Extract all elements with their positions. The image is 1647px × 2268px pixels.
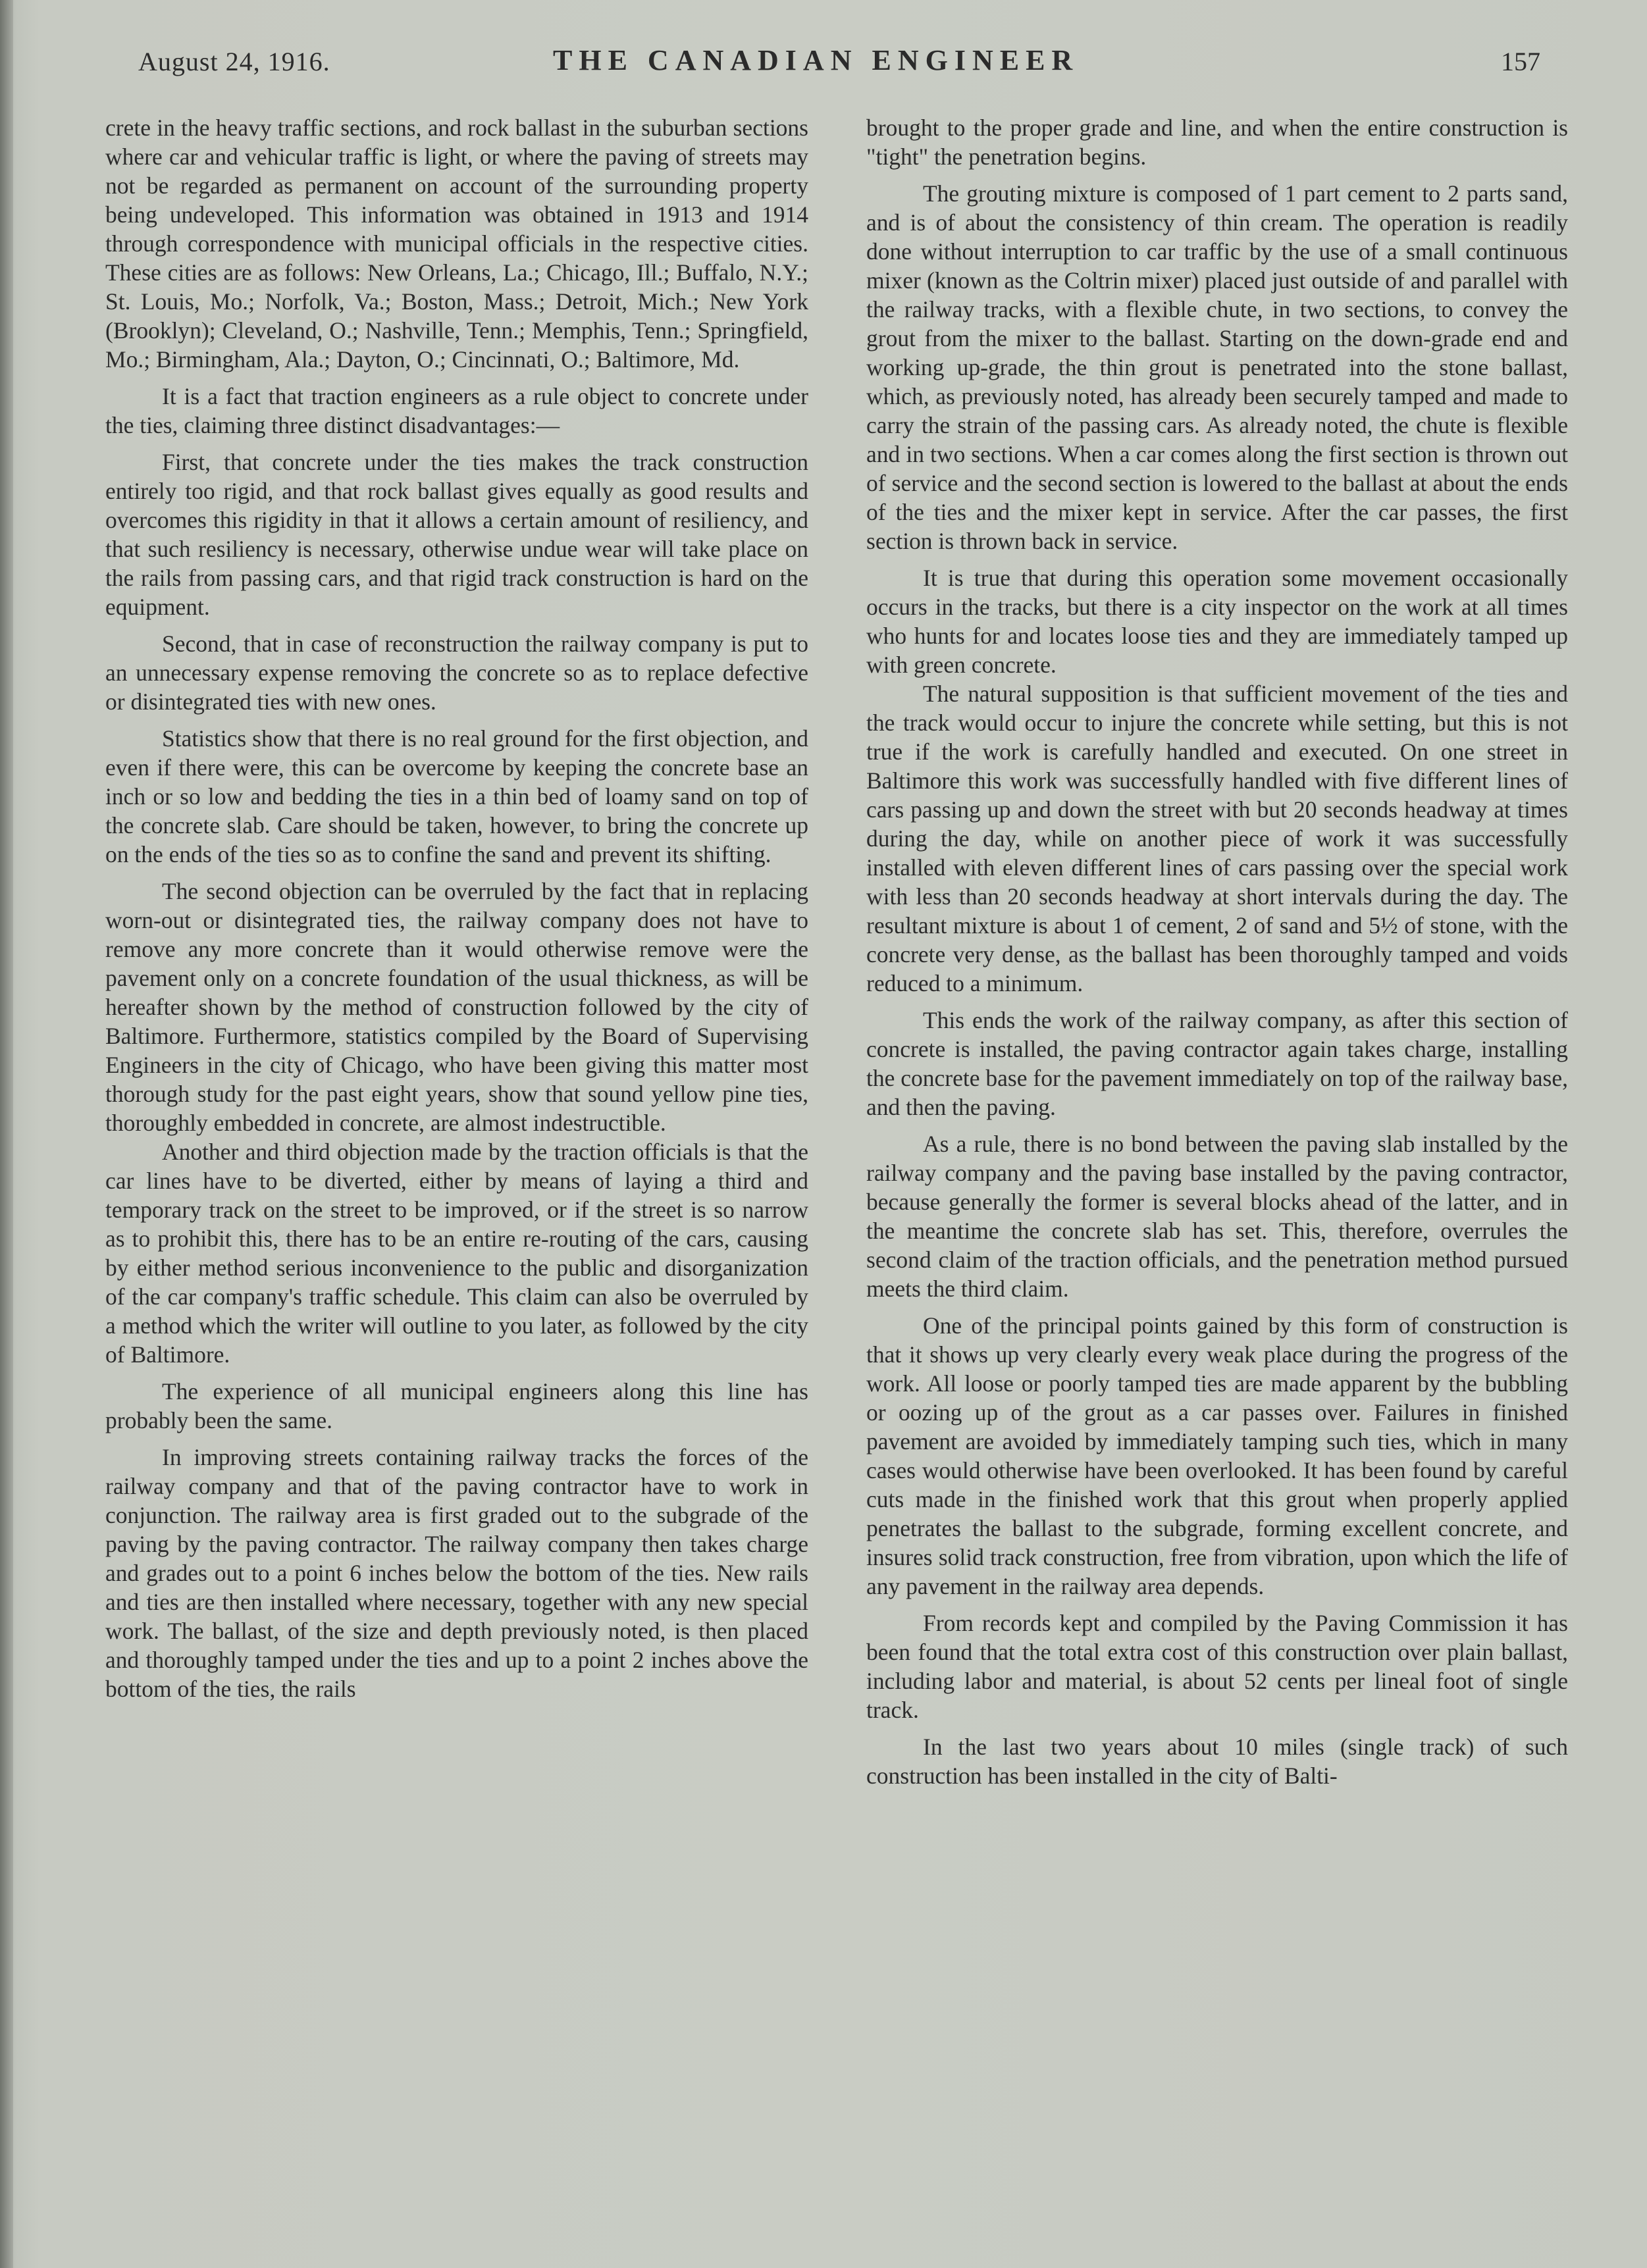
paragraph: crete in the heavy traffic sections, and rock ballast in the suburban sections where car and vehicular traffic is light, or where the paving of streets may not be regarded as permanent on account of the surrounding property being undeveloped. This information was obtained in 1913 and 1914 through correspondence with municipal officials in the respective cities. These cities are as follows: New Orleans, La.; Chicago, Ill.; Buffalo, N.Y.; St. Louis, Mo.; Norfolk, Va.; Boston, Mass.; Detroit, Mich.; New York (Brooklyn); Cleveland, O.; Nashville, Tenn.; Memphis, Tenn.; Springfield, Mo.; Birmingham, Ala.; Dayton, O.; Cincinnati, O.; Baltimore, Md. <box>105 115 808 373</box>
paragraph: The natural supposition is that sufficient movement of the ties and the track would occur to injure the concrete while setting, but this is not true if the work is carefully handled and executed. On one street in Baltimore this work was successfully handled with five different lines of cars passing up and down the street with but 20 seconds headway at times during the day, while on another piece of work it was successfully installed with eleven different lines of cars passing over the special work with less than 20 seconds headway at short intervals during the day. The resultant mixture is about 1 of cement, 2 of sand and 5½ of stone, with the concrete very dense, as the ballast has been thoroughly tamped and voids reduced to a minimum. <box>866 681 1568 996</box>
journal-title: THE CANADIAN ENGINEER <box>553 44 1080 76</box>
paragraph: It is true that during this operation some movement occasionally occurs in the tracks, but there is a city inspector on the work at all times who hunts for and locates loose ties and they are immediately tamped up with green concrete. <box>866 565 1568 678</box>
paragraph: One of the principal points gained by this form of construction is that it shows up very clearly every weak place during the progress of the work. All loose or poorly tamped ties are made apparent by the bubbling or oozing up of the grout as a car passes over. Failures in finished pavement are avoided by immediately tamping such ties, which in many cases would otherwise have been overlooked. It has been found by careful cuts made in the finished work that this grout when properly applied penetrates the ballast to the subgrade, forming excellent concrete, and insures solid track construction, free from vibration, upon which the life of any pavement in the railway area depends. <box>866 1312 1568 1599</box>
left-column <box>105 113 808 1703</box>
running-header <box>125 41 1540 87</box>
right-column <box>866 113 1568 1790</box>
paragraph: The grouting mixture is composed of 1 part cement to 2 parts sand, and is of about the consistency of thin cream. The operation is readily done without interruption to car traffic by the use of a small continuous mixer (known as the Coltrin mixer) placed just outside of and parallel with the railway tracks, with a flexible chute, in two sections, to convey the grout from the mixer to the ballast. Starting on the down-grade end and working up-grade, the thin grout is penetrated into the stone ballast, which, as previously noted, has already been securely tamped and made to carry the strain of the passing cars. As already noted, the chute is flexible and in two sections. When a car comes along the first section is thrown out of service and the second section is lowered to the ballast at about the ends of the ties and the mixer kept in service. After the car passes, the first section is thrown back in service. <box>866 180 1568 554</box>
paragraph: First, that concrete under the ties makes the track construction entirely too rigid, and that rock ballast gives equally as good results and overcomes this rigidity in that it allows a certain amount of resiliency, and that such resiliency is necessary, otherwise undue wear will take place on the rails from passing cars, and that rigid track construction is hard on the equipment. <box>105 449 808 620</box>
paragraph: This ends the work of the railway company, as after this section of concrete is installed, the paving contractor again takes charge, installing the concrete base for the pavement immediately on top of the railway base, and then the paving. <box>866 1007 1568 1120</box>
paragraph: In improving streets containing railway tracks the forces of the railway company and that of the paving contractor have to work in conjunction. The railway area is first graded out to the subgrade of the paving by the paving contractor. The railway company then takes charge and grades out to a point 6 inches below the bottom of the ties. New rails and ties are then installed where necessary, together with any new special work. The ballast, of the size and depth previously noted, is then placed and thoroughly tamped under the ties and up to a point 2 inches above the bottom of the ties, the rails <box>105 1444 808 1702</box>
paragraph: The second objection can be overruled by the fact that in replacing worn-out or disintegrated ties, the railway company does not have to remove any more concrete than it would otherwise remove were the pavement only on a concrete foundation of the usual thickness, as will be hereafter shown by the method of construction followed by the city of Baltimore. Furthermore, statistics compiled by the Board of Supervising Engineers in the city of Chicago, who have been giving this matter most thorough study for the past eight years, show that sound yellow pine ties, thoroughly embedded in concrete, are almost indestructible. <box>105 878 808 1136</box>
paragraph: brought to the proper grade and line, and when the entire construction is "tight" the penetration begins. <box>866 115 1568 170</box>
page-number: 157 <box>1501 47 1540 76</box>
paragraph: It is a fact that traction engineers as a rule object to concrete under the ties, claiming three distinct disadvantages:— <box>105 383 808 438</box>
paragraph: In the last two years about 10 miles (single track) of such construction has been installed in the city of Balti- <box>866 1734 1568 1789</box>
issue-date: August 24, 1916. <box>138 47 330 76</box>
paragraph: As a rule, there is no bond between the paving slab installed by the railway company and the paving base installed by the paving contractor, because generally the former is several blocks ahead of the latter, and in the meantime the concrete slab has set. This, therefore, overrules the second claim of the traction officials, and the penetration method pursued meets the third claim. <box>866 1131 1568 1302</box>
paragraph: The experience of all municipal engineers along this line has probably been the same. <box>105 1378 808 1433</box>
paragraph: Another and third objection made by the traction officials is that the car lines have to be diverted, either by means of laying a third and temporary track on the street to be improved, or if the street is so narrow as to prohibit this, there has to be an entire re-routing of the cars, causing by either method serious inconvenience to the public and disorganization of the car company's traffic schedule. This claim can also be overruled by a method which the writer will outline to you later, as followed by the city of Baltimore. <box>105 1139 808 1368</box>
paragraph: Statistics show that there is no real ground for the first objection, and even if there were, this can be overcome by keeping the concrete base an inch or so low and bedding the ties in a thin bed of loamy sand on top of the concrete slab. Care should be taken, however, to bring the concrete up on the ends of the ties so as to confine the sand and prevent its shifting. <box>105 725 808 867</box>
book-spine-shadow <box>0 0 13 2268</box>
paragraph: From records kept and compiled by the Paving Commission it has been found that the total extra cost of this construction over plain ballast, including labor and material, is about 52 cents per lineal foot of single track. <box>866 1610 1568 1723</box>
paragraph: Second, that in case of reconstruction the railway company is put to an unnecessary expense removing the concrete so as to replace defective or disintegrated ties with new ones. <box>105 631 808 715</box>
